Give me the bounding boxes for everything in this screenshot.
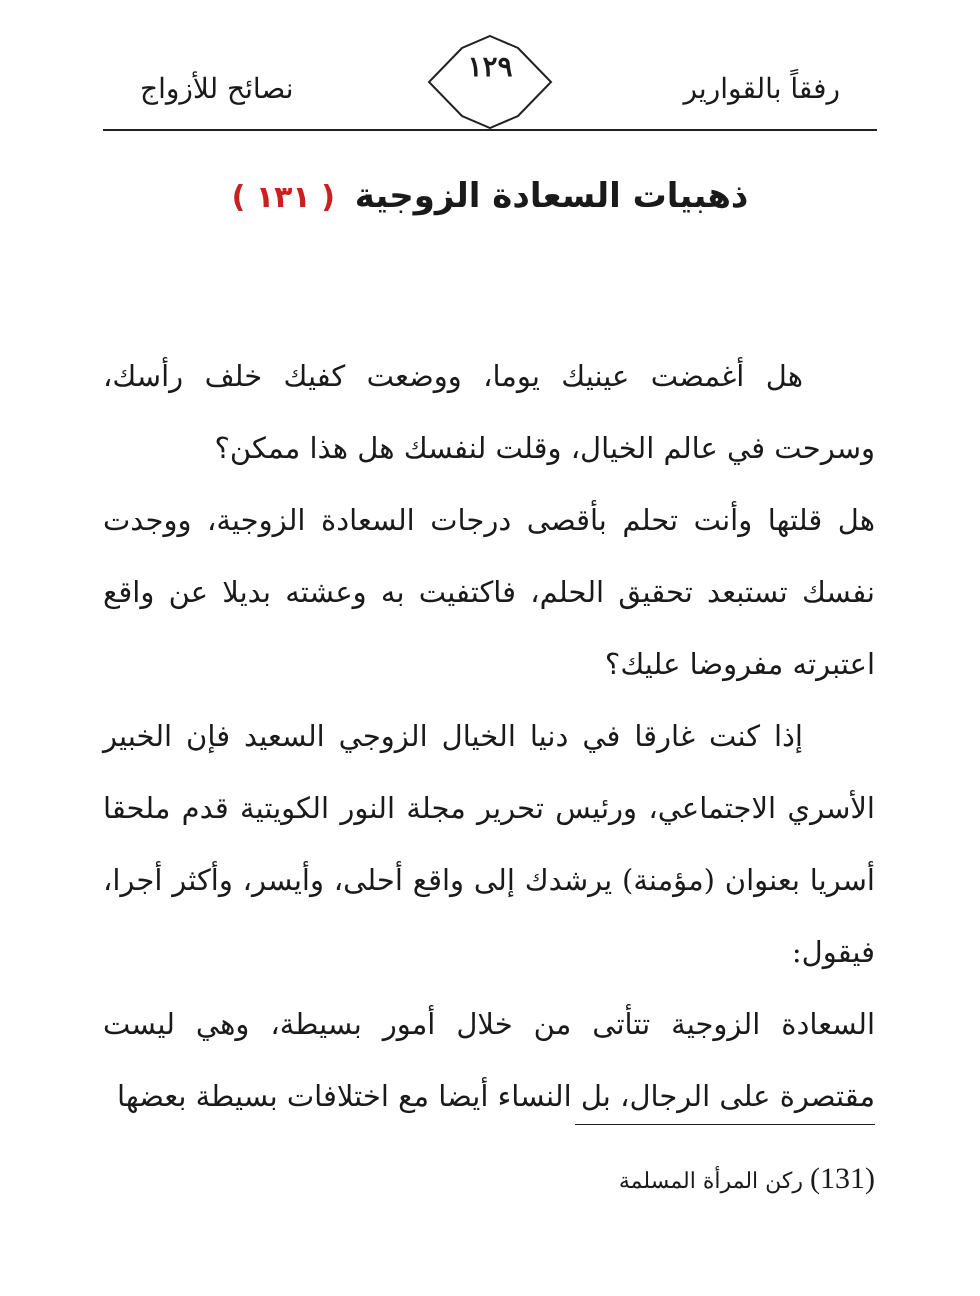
running-header-section-title: نصائح للأزواج [140,72,294,105]
running-header-book-title: رفقاً بالقوارير [683,72,840,105]
paragraph-3: إذا كنت غارقا في دنيا الخيال الزوجي السعيد فإن الخبير الأسري الاجتماعي، ورئيس تحرير مجلة النور الكويتية قدم ملحقا أسريا بعنوان (مؤمنة) يرشدك إلى واقع أحلى، وأيسر، وأكثر أجرا، فيقول: [103,719,875,969]
article-title [103,176,877,216]
footnote [619,1162,875,1196]
page-number: ١٢٩ [467,50,513,83]
paragraph-2: هل قلتها وأنت تحلم بأقصى درجات السعادة الزوجية، ووجدت نفسك تستبعد تحقيق الحلم، فاكتفيت به وعشته بديلا عن واقع اعتبرته مفروضا عليك؟ [103,503,875,681]
footnote-text: ركن المرأة المسلمة [618,1169,803,1194]
footnote-number: (131) [810,1162,875,1195]
footnote-divider [575,1124,875,1125]
paragraph-4: السعادة الزوجية تتأتى من خلال أمور بسيطة، وهي ليست مقتصرة على الرجال، بل النساء أيضا مع اختلافات بسيطة بعضها [103,1007,875,1113]
header-divider [103,129,877,131]
footnote-reference: ( ١٣١ ) [231,180,335,215]
paragraph-1: هل أغمضت عينيك يوما، ووضعت كفيك خلف رأسك، وسرحت في عالم الخيال، وقلت لنفسك هل هذا ممكن؟ [103,359,875,465]
article-title-text: ذهبيات السعادة الزوجية [354,176,749,216]
article-body [103,340,875,1132]
